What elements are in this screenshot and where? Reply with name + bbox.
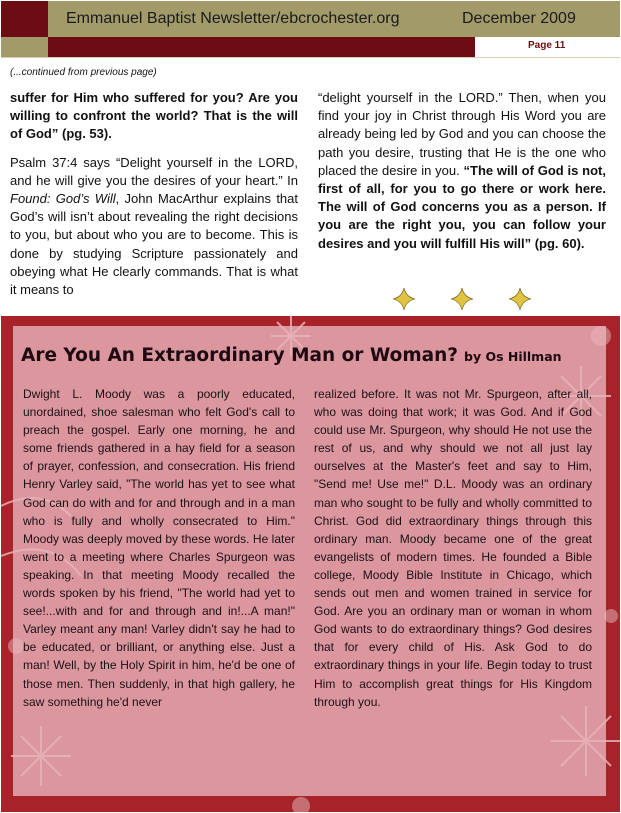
issue-date: December 2009 [462,10,576,27]
left-bold-lead: suffer for Him who suffered for you? Are you willing to confront the world? That is the will of God” (pg. 53). [10,90,298,142]
subheader-bar [48,37,475,57]
star-icon [393,288,415,310]
article-heading [21,345,562,366]
article-title: Are You An Extraordinary Man or Woman? [21,345,458,366]
header-divider [1,57,620,58]
article-column-right: realized before. It was not Mr. Spurgeon, after all, who was doing that work; it was God. And if God could use Mr. Spurgeon, why should He not use the rest of us, and why should we not all just lay ourselves at the Master's feet and say to Him, "Send me! Use me!" D.L. Moody was an ordinary man who sought to be fully and wholly committed to Christ. God did extraordinary things through this ordinary man. Moody became one of the great evangelists of modern times. He founded a Bible college, Moody Bible Institute in Chicago, which sends out men and women trained in service for God. Are you an ordinary man or woman in whom God wants to do extraordinary things? God desires that for every child of His. Ask God to do extraordinary things in your life. Begin today to trust Him to accomplish great things for His Kingdom through you. [314,387,592,709]
book-title: Found: God’s Will [10,191,116,207]
star-icon [451,288,473,310]
newsletter-title: Emmanuel Baptist Newsletter/ebcrochester.org [66,10,400,27]
header-corner-block [1,1,48,37]
right-paragraph: “delight yourself in the LORD.” Then, when you find your joy in Christ through His Word you are already being led by God and you can choose the path you desire, trusting that He is the one who placed the desire in you. “The will of God is not, first of all, for you to go there or work here. The will of God concerns you as a person. If you are the right you, you can follow your desires and you will fulfill His will” (pg. 60). [318,90,606,251]
continued-note: (...continued from previous page) [10,67,157,78]
right-text-column [318,89,606,263]
right-bold-quote: “The will of God is not, first of all, for you to go there or work here. The will of God concerns you as a person. If you are the right you, you can follow your desires and you will fulfill His will” (pg. 60). [318,162,606,251]
article-byline: by Os Hillman [464,349,562,364]
article-column-left: Dwight L. Moody was a poorly educated, unordained, shoe salesman who felt God's call to preach the gospel. Early one morning, he and some friends gathered in a hay field for a season of prayer, confession, and consecration. His friend Henry Varley said, "The world has yet to see what God can do with and for and through and in a man who is fully and wholly consecrated to Him." Moody was deeply moved by these words. He later went to a meeting where Charles Spurgeon was speaking. In that meeting Moody recalled the words spoken by his friend, "The world had yet to see!...with and for and through and in!...A man!" Varley meant any man! Varley didn't say he had to be educated, or brilliant, or anything else. Just a man! Well, by the Holy Spirit in him, he'd be one of those men. Then suddenly, in that high gallery, he saw something he'd never [23,387,295,709]
star-icon [509,288,531,310]
left-paragraph: Psalm 37:4 says “Delight yourself in the LORD, and he will give you the desires of your heart.” In Found: God’s Will, John MacArthur explains that God’s will isn’t about revealing the right decisions to you, but about who you are to become. This is done by studying Scripture passionately and obeying what He clearly commands. That is what it means to [10,154,299,298]
left-text-column [10,89,298,309]
subheader-corner-block [1,37,48,57]
star-ornaments [392,286,542,312]
page-number: Page 11 [528,40,566,51]
